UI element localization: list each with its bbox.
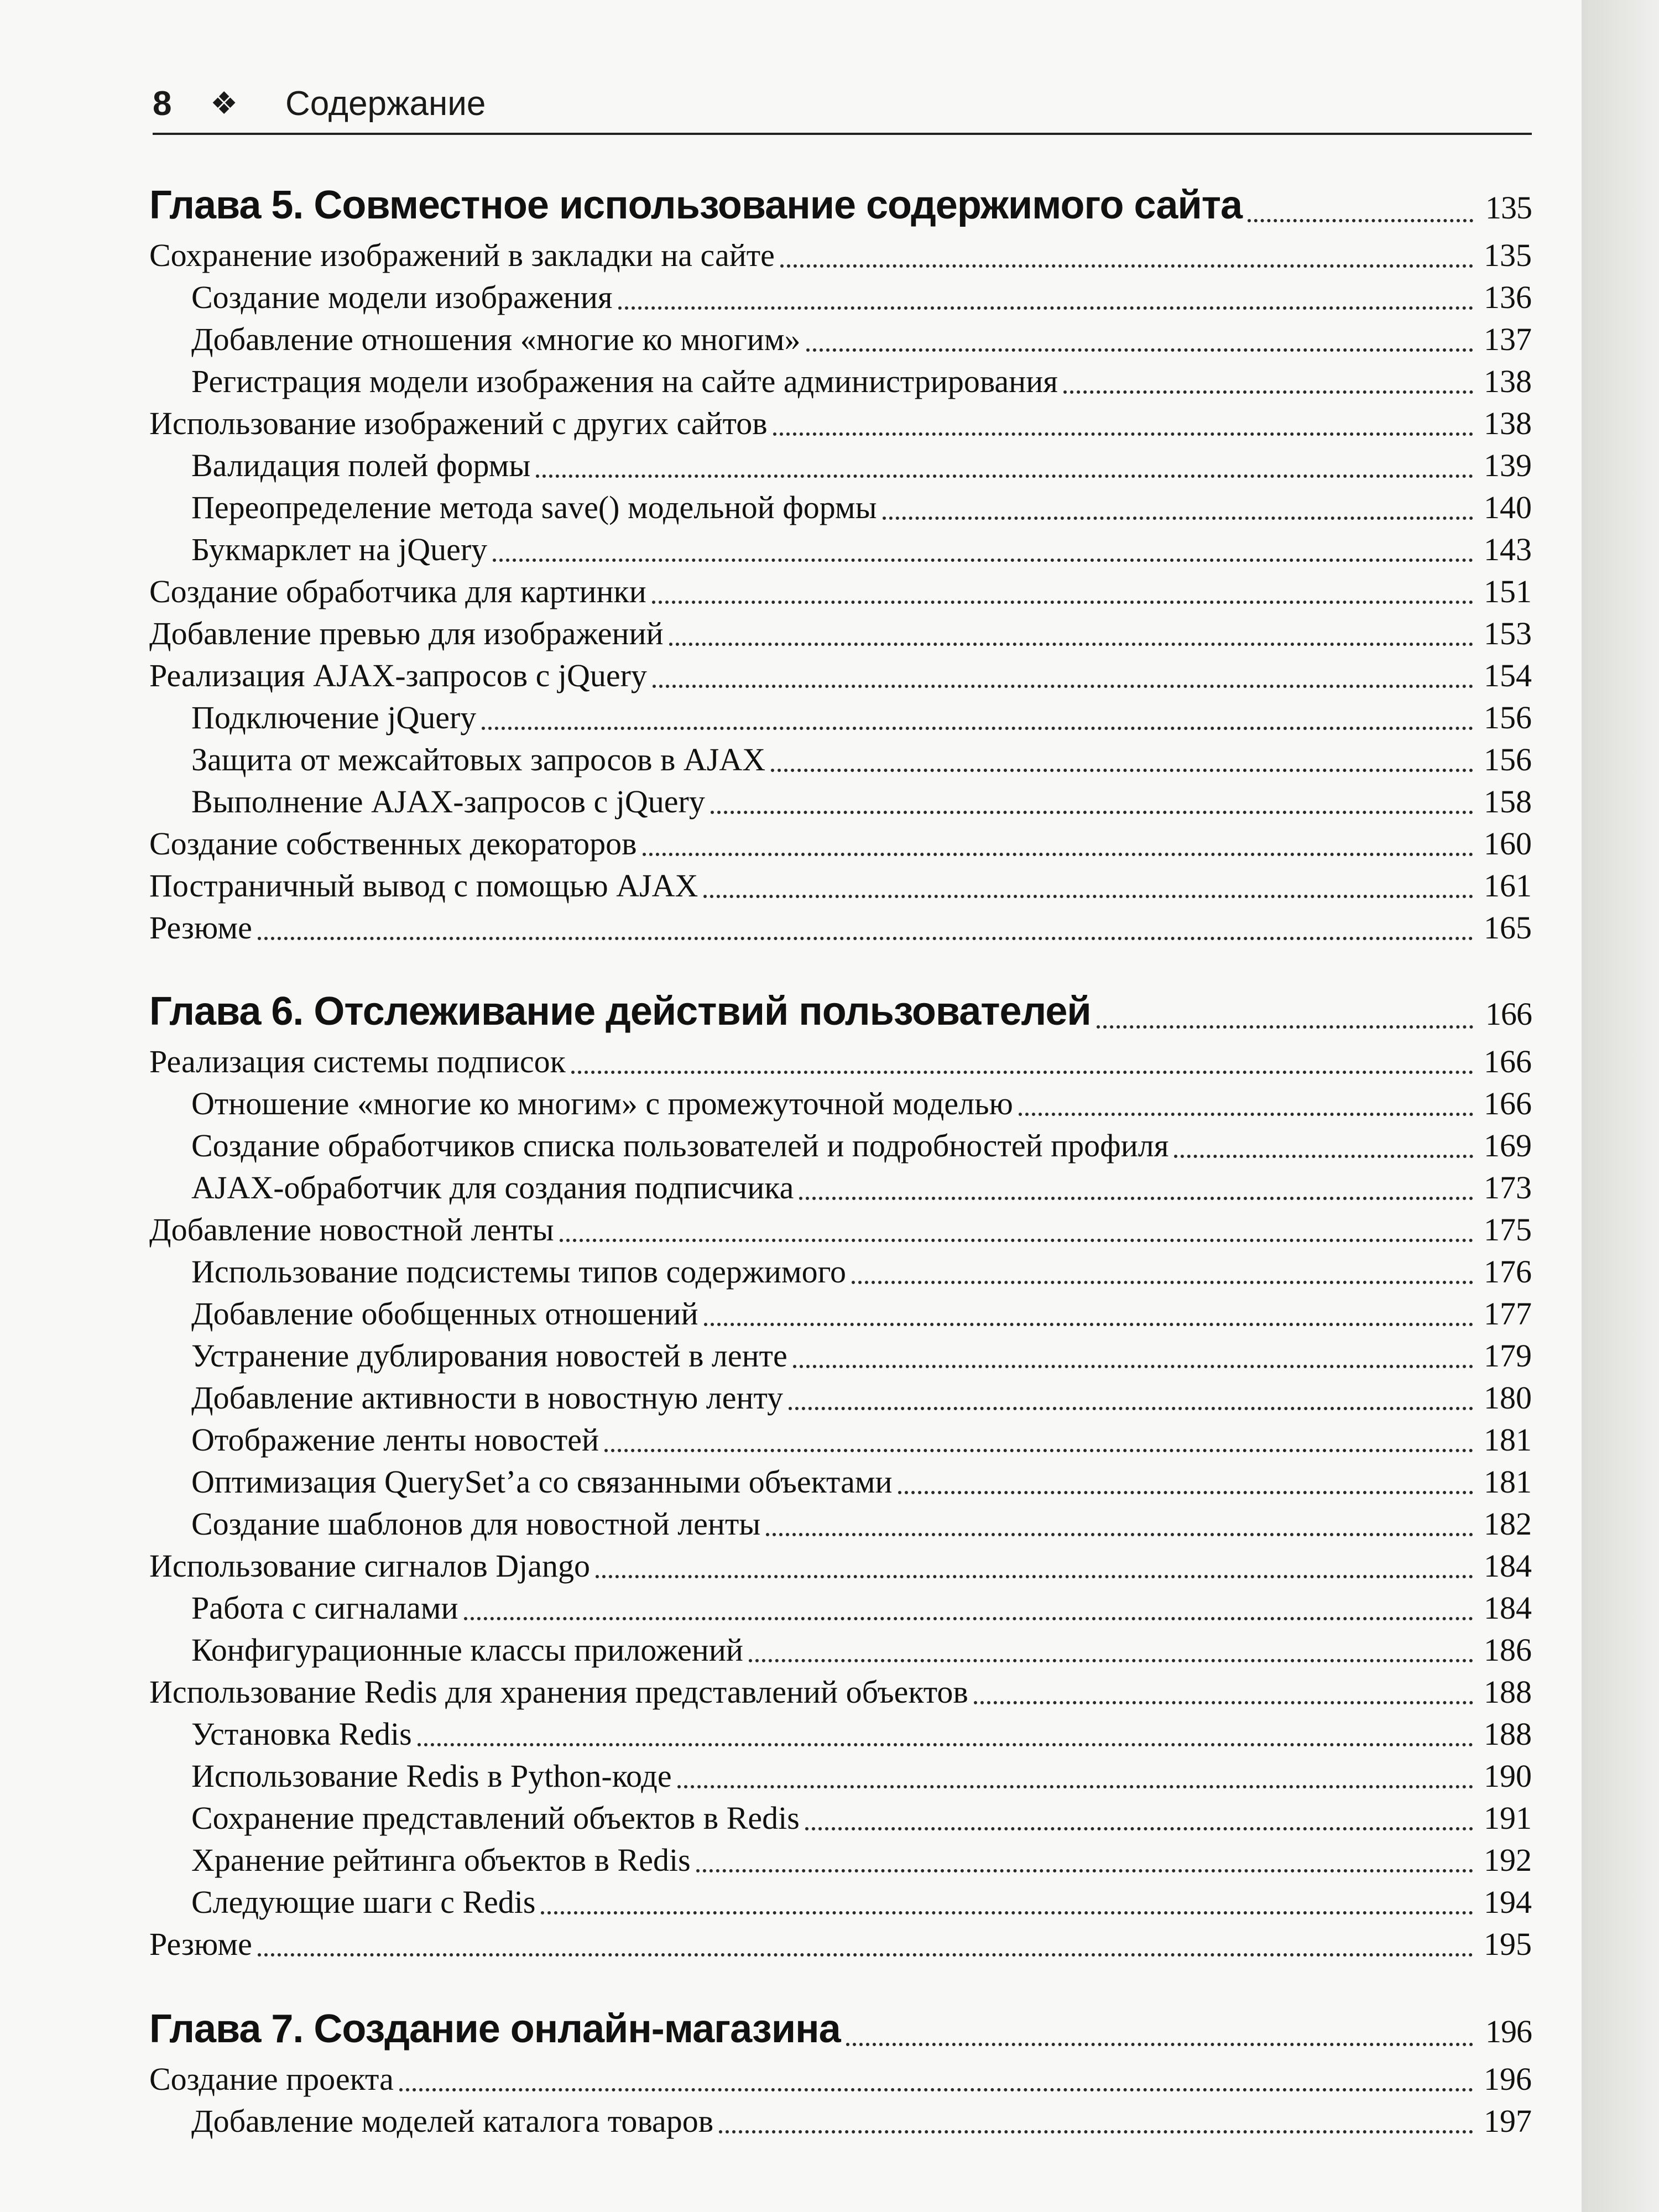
- toc-entry: [149, 825, 1532, 864]
- toc-entry-page: 136: [1484, 279, 1532, 315]
- dot-leader: [571, 1063, 1473, 1074]
- dot-leader: [719, 2122, 1473, 2133]
- dot-leader: [852, 1273, 1473, 1284]
- toc-entry-title: Защита от межсайтовых запросов в AJAX: [191, 742, 766, 778]
- toc-entry-title: Следующие шаги с Redis: [191, 1884, 536, 1920]
- toc-entry-title: Добавление превью для изображений: [149, 615, 664, 651]
- toc-entry-title: Устранение дублирования новостей в ленте: [191, 1338, 787, 1374]
- toc-entry: [191, 1884, 1532, 1922]
- toc-entry-title: Выполнение AJAX-запросов с jQuery: [191, 784, 705, 820]
- toc-entry-page: 184: [1484, 1590, 1532, 1626]
- toc-entry-page: 184: [1484, 1548, 1532, 1584]
- toc-chapter-entry: [149, 2006, 1532, 2056]
- toc-entry-title: Отображение ленты новостей: [191, 1422, 599, 1458]
- toc-entry: [149, 237, 1532, 275]
- toc-entry-title: Добавление обобщенных отношений: [191, 1296, 698, 1332]
- toc-entry: [191, 1127, 1532, 1166]
- toc-entry-page: 151: [1484, 573, 1532, 609]
- toc-entry-page: 194: [1484, 1884, 1532, 1920]
- toc-entry: [149, 1211, 1532, 1250]
- toc-entry: [191, 279, 1532, 317]
- toc-entry-page: 161: [1484, 868, 1532, 904]
- toc-entry: [149, 1547, 1532, 1586]
- toc-entry-title: Добавление активности в новостную ленту: [191, 1380, 784, 1416]
- toc-entry-page: 188: [1484, 1674, 1532, 1710]
- toc-entry-page: 176: [1484, 1254, 1532, 1290]
- page-number: 8: [153, 85, 172, 123]
- dot-leader: [258, 929, 1473, 940]
- toc-entry-page: 182: [1484, 1506, 1532, 1542]
- toc-entry-title: Создание шаблонов для новостной ленты: [191, 1506, 761, 1542]
- dot-leader: [773, 425, 1473, 436]
- dot-leader: [766, 1525, 1473, 1536]
- toc-entry-page: 191: [1484, 1800, 1532, 1836]
- toc-entry-page: 192: [1484, 1842, 1532, 1878]
- toc-entry: [191, 1379, 1532, 1418]
- toc-entry-title: Создание проекта: [149, 2061, 394, 2097]
- dot-leader: [653, 677, 1473, 688]
- toc-entry-page: 179: [1484, 1338, 1532, 1374]
- toc-entry-page: 166: [1485, 996, 1532, 1032]
- dot-leader: [749, 1651, 1473, 1662]
- toc-entry-page: 195: [1484, 1926, 1532, 1962]
- toc-entry-page: 173: [1484, 1170, 1532, 1206]
- toc-entry-page: 169: [1484, 1128, 1532, 1164]
- toc-entry-title: Глава 6. Отслеживание действий пользователей: [149, 989, 1091, 1034]
- dot-leader: [793, 1357, 1473, 1368]
- toc-entry: [149, 405, 1532, 444]
- toc-entry: [149, 867, 1532, 906]
- toc-entry-page: 181: [1484, 1422, 1532, 1458]
- toc-entry-page: 154: [1484, 658, 1532, 693]
- toc-entry: [191, 1295, 1532, 1334]
- toc-entry-title: Добавление новостной ленты: [149, 1212, 554, 1248]
- toc-entry-page: 166: [1484, 1044, 1532, 1079]
- toc-entry: [149, 1043, 1532, 1082]
- toc-entry-title: Установка Redis: [191, 1716, 412, 1752]
- toc-entry: [191, 363, 1532, 401]
- toc-entry: [191, 1337, 1532, 1376]
- toc-entry-page: 197: [1484, 2103, 1532, 2139]
- toc-entry-title: Глава 5. Совместное использование содержимого сайта: [149, 183, 1243, 227]
- toc-entry-title: Добавление отношения «многие ко многим»: [191, 321, 801, 357]
- toc-entry-page: 156: [1484, 700, 1532, 735]
- toc-entry-page: 165: [1484, 910, 1532, 946]
- toc-entry-title: Резюме: [149, 1926, 252, 1962]
- dot-leader: [418, 1735, 1473, 1746]
- dot-leader: [560, 1231, 1473, 1242]
- toc-entry: [149, 909, 1532, 948]
- toc-entry-title: Реализация системы подписок: [149, 1044, 566, 1079]
- toc-entry-page: 139: [1484, 447, 1532, 483]
- toc-entry: [191, 783, 1532, 822]
- dot-leader: [799, 1189, 1473, 1200]
- toc-entry: [191, 1169, 1532, 1208]
- toc-entry: [191, 447, 1532, 486]
- toc-entry-page: 135: [1484, 237, 1532, 273]
- dot-leader: [780, 257, 1473, 268]
- dot-leader: [596, 1567, 1473, 1578]
- toc-entry: [149, 2060, 1532, 2099]
- toc-entry-title: Подключение jQuery: [191, 700, 477, 735]
- dot-leader: [482, 719, 1473, 730]
- toc-entry-page: 143: [1484, 531, 1532, 567]
- dot-leader: [696, 1861, 1473, 1872]
- dot-leader: [1063, 383, 1473, 394]
- toc-entry: [191, 1757, 1532, 1796]
- ornament-icon: ❖: [210, 86, 238, 121]
- toc-entry-page: 166: [1484, 1086, 1532, 1121]
- page-edge-shadow: [1582, 0, 1659, 2212]
- dot-leader: [898, 1483, 1473, 1494]
- dot-leader: [704, 1315, 1473, 1326]
- toc-entry-title: Использование Redis в Python-коде: [191, 1758, 672, 1794]
- toc-entry-title: Создание собственных декораторов: [149, 826, 637, 862]
- toc-entry-title: Реализация AJAX-запросов с jQuery: [149, 658, 647, 693]
- toc-entry-title: Сохранение изображений в закладки на сайте: [149, 237, 775, 273]
- toc-entry: [191, 1505, 1532, 1544]
- toc-entry-page: 196: [1484, 2061, 1532, 2097]
- toc-entry: [191, 741, 1532, 780]
- toc-entry-title: Хранение рейтинга объектов в Redis: [191, 1842, 691, 1878]
- toc-entry: [191, 1841, 1532, 1880]
- dot-leader: [669, 635, 1473, 646]
- dot-leader: [1248, 211, 1473, 222]
- toc-entry: [149, 615, 1532, 654]
- toc-entry-title: Использование сигналов Django: [149, 1548, 590, 1584]
- toc-entry-title: Создание обработчика для картинки: [149, 573, 646, 609]
- dot-leader: [652, 593, 1473, 604]
- dot-leader: [711, 803, 1473, 814]
- dot-leader: [541, 1903, 1473, 1914]
- dot-leader: [974, 1693, 1473, 1704]
- toc-entry-title: Использование Redis для хранения представлений объектов: [149, 1674, 968, 1710]
- toc-entry: [191, 1463, 1532, 1502]
- toc-entry-title: Постраничный вывод с помощью AJAX: [149, 868, 698, 904]
- toc-entry-title: AJAX-обработчик для создания подписчика: [191, 1170, 794, 1206]
- toc-entry-title: Глава 7. Создание онлайн-магазина: [149, 2007, 841, 2051]
- toc-chapter-entry: [149, 989, 1532, 1039]
- toc-entry: [191, 699, 1532, 738]
- toc-entry-page: 188: [1484, 1716, 1532, 1752]
- toc-entry-page: 181: [1484, 1464, 1532, 1500]
- toc-entry: [191, 1631, 1532, 1670]
- toc-entry-title: Резюме: [149, 910, 252, 946]
- dot-leader: [536, 467, 1473, 478]
- toc-entry-page: 158: [1484, 784, 1532, 820]
- toc-entry-page: 177: [1484, 1296, 1532, 1332]
- dot-leader: [1019, 1105, 1473, 1116]
- toc-entry-title: Регистрация модели изображения на сайте администрирования: [191, 363, 1058, 399]
- toc-entry: [191, 1799, 1532, 1838]
- toc-entry-page: 180: [1484, 1380, 1532, 1416]
- dot-leader: [1174, 1147, 1473, 1158]
- toc-entry-title: Отношение «многие ко многим» с промежуточной моделью: [191, 1086, 1013, 1121]
- dot-leader: [643, 845, 1474, 856]
- toc-entry: [149, 657, 1532, 696]
- toc-entry: [149, 1926, 1532, 1964]
- dot-leader: [677, 1777, 1473, 1788]
- toc-entry-title: Переопределение метода save() модельной формы: [191, 489, 877, 525]
- toc-entry-title: Оптимизация QuerySet’а со связанными объектами: [191, 1464, 893, 1500]
- toc-entry-page: 160: [1484, 826, 1532, 862]
- toc-entry-title: Создание обработчиков списка пользователей и подробностей профиля: [191, 1128, 1169, 1164]
- toc-entry-page: 175: [1484, 1212, 1532, 1248]
- toc-entry-title: Использование подсистемы типов содержимого: [191, 1254, 847, 1290]
- toc-entry-title: Создание модели изображения: [191, 279, 613, 315]
- toc-entry: [191, 1589, 1532, 1628]
- toc-entry-page: 140: [1484, 489, 1532, 525]
- dot-leader: [805, 1819, 1473, 1830]
- toc-entry: [191, 1253, 1532, 1292]
- toc-entry: [149, 1673, 1532, 1712]
- dot-leader: [618, 299, 1473, 310]
- dot-leader: [1097, 1018, 1473, 1029]
- toc-entry: [191, 1715, 1532, 1754]
- dot-leader: [771, 761, 1473, 772]
- dot-leader: [493, 551, 1473, 562]
- toc-entry-page: 137: [1484, 321, 1532, 357]
- dot-leader: [846, 2035, 1473, 2046]
- toc-entry-page: 138: [1484, 363, 1532, 399]
- dot-leader: [703, 887, 1473, 898]
- toc-entry: [191, 1085, 1532, 1124]
- toc-entry: [191, 531, 1532, 570]
- toc-entry-page: 156: [1484, 742, 1532, 778]
- toc-entry-title: Букмарклет на jQuery: [191, 531, 488, 567]
- section-title: Содержание: [285, 85, 486, 123]
- toc-entry: [149, 573, 1532, 612]
- dot-leader: [399, 2080, 1473, 2091]
- toc-entry: [191, 2103, 1532, 2141]
- dot-leader: [604, 1441, 1473, 1452]
- toc-entry-page: 138: [1484, 405, 1532, 441]
- toc-entry: [191, 321, 1532, 359]
- toc-entry-title: Конфигурационные классы приложений: [191, 1632, 743, 1668]
- toc-entry-page: 153: [1484, 615, 1532, 651]
- toc-entry-title: Добавление моделей каталога товаров: [191, 2103, 714, 2139]
- toc-chapter-entry: [149, 182, 1532, 232]
- toc-entry-page: 135: [1485, 190, 1532, 226]
- dot-leader: [806, 341, 1473, 352]
- toc-entry-title: Сохранение представлений объектов в Redis: [191, 1800, 800, 1836]
- dot-leader: [258, 1945, 1473, 1957]
- dot-leader: [789, 1399, 1473, 1410]
- toc-entry: [191, 1421, 1532, 1460]
- dot-leader: [883, 509, 1473, 520]
- dot-leader: [464, 1609, 1473, 1620]
- toc-entry-page: 190: [1484, 1758, 1532, 1794]
- toc-entry-page: 196: [1485, 2013, 1532, 2049]
- toc-entry-page: 186: [1484, 1632, 1532, 1668]
- toc-entry-title: Работа с сигналами: [191, 1590, 458, 1626]
- toc-entry-title: Использование изображений с других сайтов: [149, 405, 768, 441]
- toc-entry-title: Валидация полей формы: [191, 447, 531, 483]
- toc-entry: [191, 489, 1532, 528]
